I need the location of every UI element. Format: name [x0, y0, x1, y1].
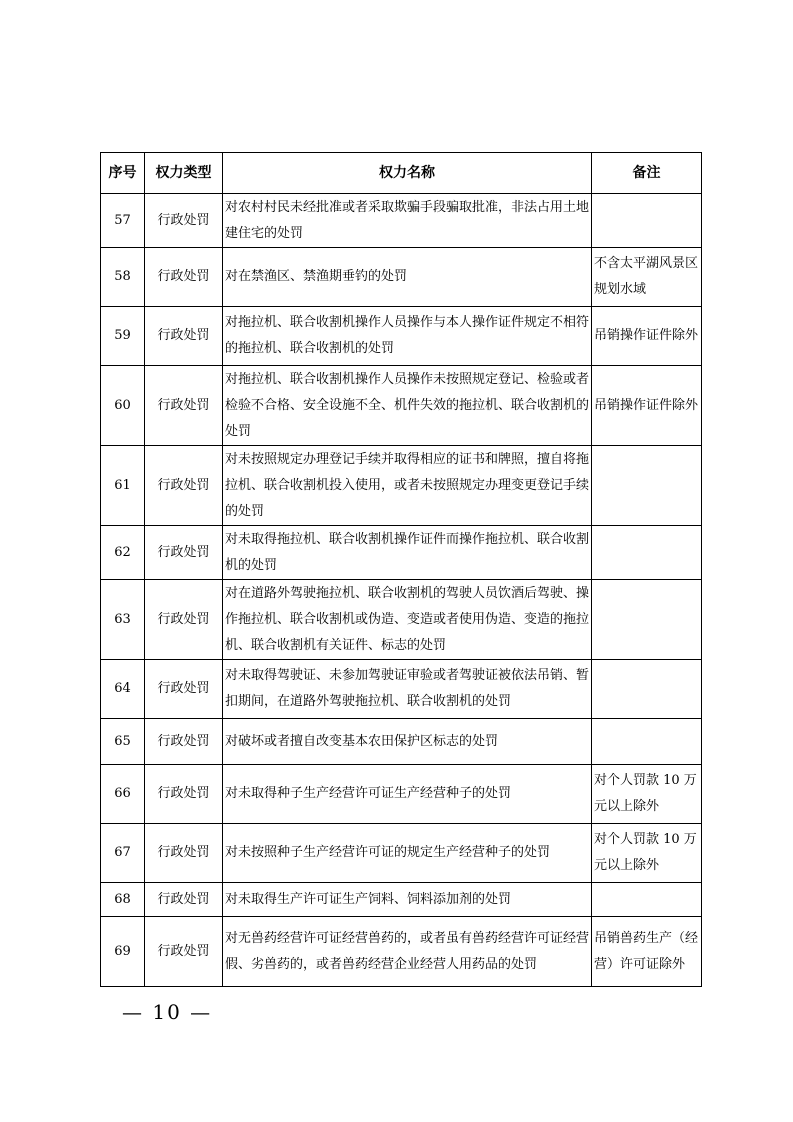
- cell-remarks: 对个人罚款 10 万元以上除外: [592, 824, 702, 883]
- table-row: [101, 248, 702, 307]
- cell-remarks: 吊销操作证件除外: [592, 366, 702, 446]
- cell-power-name: 对未取得拖拉机、联合收割机操作证件而操作拖拉机、联合收割机的处罚: [223, 526, 592, 580]
- cell-serial: 63: [101, 580, 145, 660]
- table-row: [101, 883, 702, 917]
- cell-power-type: 行政处罚: [145, 248, 223, 307]
- cell-serial: 68: [101, 883, 145, 917]
- table-row: [101, 307, 702, 366]
- table-row: [101, 446, 702, 526]
- table-row: [101, 660, 702, 719]
- cell-serial: 61: [101, 446, 145, 526]
- cell-serial: 65: [101, 719, 145, 765]
- cell-serial: 66: [101, 765, 145, 824]
- table-row: [101, 526, 702, 580]
- cell-power-name: 对未按照规定办理登记手续并取得相应的证书和牌照，擅自将拖拉机、联合收割机投入使用，或者未按照规定办理变更登记手续的处罚: [223, 446, 592, 526]
- cell-power-name: 对未按照种子生产经营许可证的规定生产经营种子的处罚: [223, 824, 592, 883]
- cell-power-type: 行政处罚: [145, 446, 223, 526]
- cell-power-type: 行政处罚: [145, 307, 223, 366]
- header-power-type: 权力类型: [145, 153, 223, 194]
- cell-remarks: [592, 883, 702, 917]
- table-row: [101, 719, 702, 765]
- cell-power-name: 对在禁渔区、禁渔期垂钓的处罚: [223, 248, 592, 307]
- cell-power-type: 行政处罚: [145, 660, 223, 719]
- cell-serial: 64: [101, 660, 145, 719]
- cell-remarks: 不含太平湖风景区规划水域: [592, 248, 702, 307]
- cell-power-name: 对未取得种子生产经营许可证生产经营种子的处罚: [223, 765, 592, 824]
- cell-power-type: 行政处罚: [145, 719, 223, 765]
- cell-power-name: 对破坏或者擅自改变基本农田保护区标志的处罚: [223, 719, 592, 765]
- cell-remarks: 吊销操作证件除外: [592, 307, 702, 366]
- cell-serial: 59: [101, 307, 145, 366]
- header-remarks: 备注: [592, 153, 702, 194]
- cell-remarks: [592, 526, 702, 580]
- cell-power-type: 行政处罚: [145, 883, 223, 917]
- cell-remarks: [592, 580, 702, 660]
- cell-serial: 62: [101, 526, 145, 580]
- cell-power-type: 行政处罚: [145, 194, 223, 248]
- table-row: [101, 194, 702, 248]
- cell-remarks: [592, 446, 702, 526]
- power-list-table: [100, 152, 702, 987]
- cell-serial: 60: [101, 366, 145, 446]
- table-row: [101, 580, 702, 660]
- cell-serial: 58: [101, 248, 145, 307]
- cell-power-name: 对无兽药经营许可证经营兽药的，或者虽有兽药经营许可证经营假、劣兽药的，或者兽药经营企业经营人用药品的处罚: [223, 917, 592, 987]
- cell-power-name: 对拖拉机、联合收割机操作人员操作未按照规定登记、检验或者检验不合格、安全设施不全、机件失效的拖拉机、联合收割机的处罚: [223, 366, 592, 446]
- header-power-name: 权力名称: [223, 153, 592, 194]
- cell-power-type: 行政处罚: [145, 765, 223, 824]
- cell-remarks: [592, 194, 702, 248]
- table-row: [101, 765, 702, 824]
- cell-power-type: 行政处罚: [145, 580, 223, 660]
- cell-power-type: 行政处罚: [145, 526, 223, 580]
- table-row: [101, 366, 702, 446]
- cell-power-type: 行政处罚: [145, 366, 223, 446]
- cell-power-name: 对未取得生产许可证生产饲料、饲料添加剂的处罚: [223, 883, 592, 917]
- cell-remarks: 吊销兽药生产（经营）许可证除外: [592, 917, 702, 987]
- cell-remarks: [592, 660, 702, 719]
- cell-power-name: 对在道路外驾驶拖拉机、联合收割机的驾驶人员饮酒后驾驶、操作拖拉机、联合收割机或伪造、变造或者使用伪造、变造的拖拉机、联合收割机有关证件、标志的处罚: [223, 580, 592, 660]
- cell-serial: 57: [101, 194, 145, 248]
- table-row: [101, 917, 702, 987]
- cell-remarks: 对个人罚款 10 万元以上除外: [592, 765, 702, 824]
- cell-power-name: 对拖拉机、联合收割机操作人员操作与本人操作证件规定不相符的拖拉机、联合收割机的处罚: [223, 307, 592, 366]
- table-header-row: [101, 153, 702, 194]
- cell-remarks: [592, 719, 702, 765]
- cell-power-type: 行政处罚: [145, 917, 223, 987]
- cell-power-name: 对未取得驾驶证、未参加驾驶证审验或者驾驶证被依法吊销、暂扣期间，在道路外驾驶拖拉机、联合收割机的处罚: [223, 660, 592, 719]
- cell-power-name: 对农村村民未经批准或者采取欺骗手段骗取批准，非法占用土地建住宅的处罚: [223, 194, 592, 248]
- cell-power-type: 行政处罚: [145, 824, 223, 883]
- cell-serial: 69: [101, 917, 145, 987]
- table-row: [101, 824, 702, 883]
- page-number: — 10 —: [122, 1000, 213, 1024]
- header-serial: 序号: [101, 153, 145, 194]
- cell-serial: 67: [101, 824, 145, 883]
